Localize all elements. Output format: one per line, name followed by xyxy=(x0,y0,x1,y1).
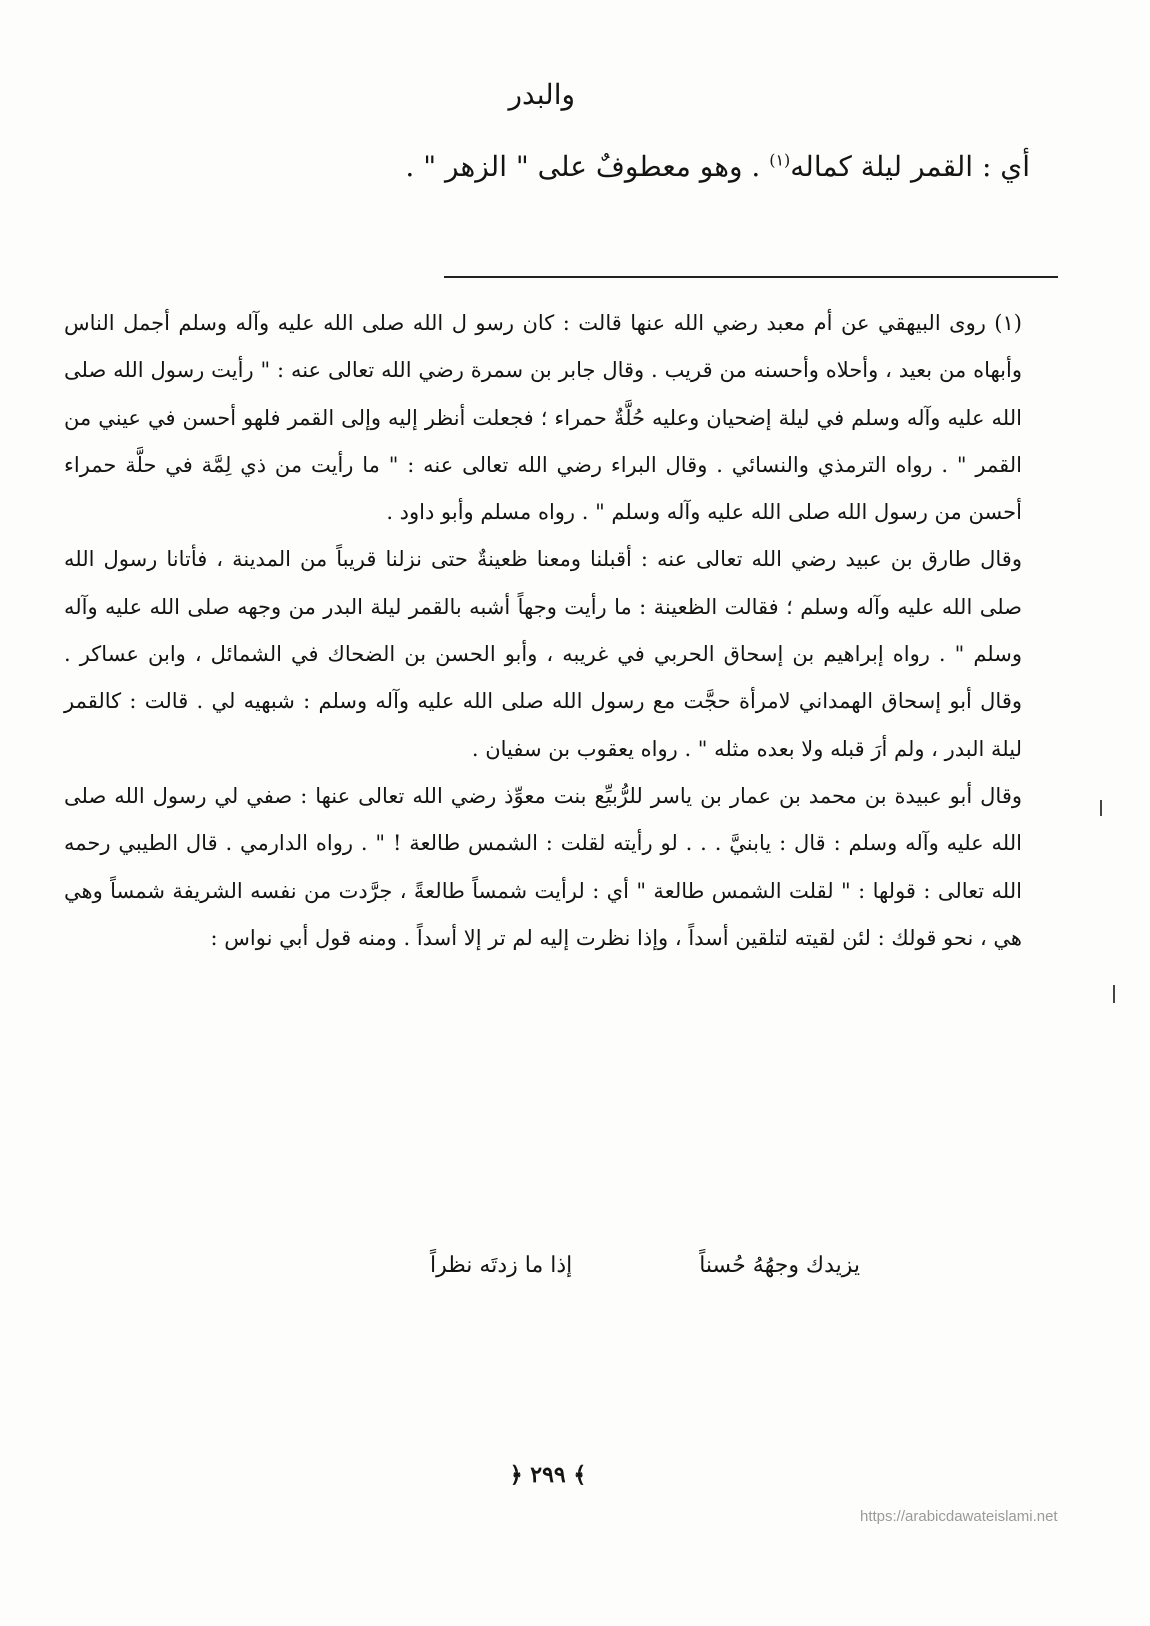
footnote-divider xyxy=(444,276,1058,278)
scan-mark xyxy=(1100,800,1102,816)
footnote-paragraph: (١) روى البيهقي عن أم معبد رضي الله عنها قالت : كان رسو ل الله صلى الله عليه وآله وسلم أجمل الناس وأبهاه من بعيد ، وأحلاه وأحسنه من قريب . وقال جابر بن سمرة رضي الله تعالى عنه : " رأيت رسول الله صلى الله عليه وآله وسلم في ليلة إضحيان وعليه حُلَّةٌ حمراء ؛ فجعلت أنظر إليه وإلى القمر فلهو أحسن في عيني من القمر " . رواه الترمذي والنسائي . وقال البراء رضي الله تعالى عنه : " ما رأيت من ذي لِمَّة في حلَّة حمراء أحسن من رسول الله صلى الله عليه وآله وسلم " . رواه مسلم وأبو داود . xyxy=(64,311,1022,525)
footnote-paragraph: وقال طارق بن عبيد رضي الله تعالى عنه : أقبلنا ومعنا ظعينةٌ حتى نزلنا قريباً من المدينة ، فأتانا رسول الله صلى الله عليه وآله وسلم ؛ فقالت الظعينة : ما رأيت وجهاً أشبه بالقمر ليلة البدر من وجهه صلى الله عليه وآله وسلم " . رواه إبراهيم بن إسحاق الحربي في غريبه ، وأبو الحسن بن الضحاك في الشمائل ، وابن عساكر . وقال أبو إسحاق الهمداني لامرأة حجَّت مع رسول الله صلى الله عليه وآله وسلم : شبهيه لي . قالت : كالقمر ليلة البدر ، ولم أرَ قبله ولا بعده مثله " . رواه يعقوب بن سفيان . xyxy=(64,547,1022,761)
footnotes-block xyxy=(64,300,1022,962)
verse-second-hemistich: إذا ما زدتَه نظراً xyxy=(430,1253,573,1278)
footnote-reference: (١) xyxy=(769,150,791,170)
poetry-verse xyxy=(430,1253,860,1293)
page-number: ﴿ ٢٩٩ ﴾ xyxy=(509,1462,587,1488)
verse-first-hemistich: يزيدك وجهُهُ حُسناً xyxy=(699,1253,860,1278)
section-heading: والبدر xyxy=(508,78,575,111)
main-text-line xyxy=(405,150,1030,183)
main-text-after-ref: . وهو معطوفٌ على " الزهر " . xyxy=(405,150,770,183)
main-text-before-ref: أي : القمر ليلة كماله xyxy=(790,150,1030,183)
footnote-paragraph: وقال أبو عبيدة بن محمد بن عمار بن ياسر للرُّبيِّع بنت معوِّذ رضي الله تعالى عنها : صفي لي رسول الله صلى الله عليه وآله وسلم : قال : يابنيَّ . . . لو رأيته لقلت : الشمس طالعة ! " . رواه الدارمي . قال الطيبي رحمه الله تعالى : قولها : " لقلت الشمس طالعة " أي : لرأيت شمساً طالعةً ، جرَّدت من نفسه الشريفة شمساً وهي هي ، نحو قولك : لئن لقيته لتلقين أسداً ، وإذا نظرت إليه لم تر إلا أسداً . ومنه قول أبي نواس : xyxy=(64,783,1022,950)
watermark-url: https://arabicdawateislami.net xyxy=(860,1508,1058,1525)
scan-mark xyxy=(1113,985,1115,1003)
